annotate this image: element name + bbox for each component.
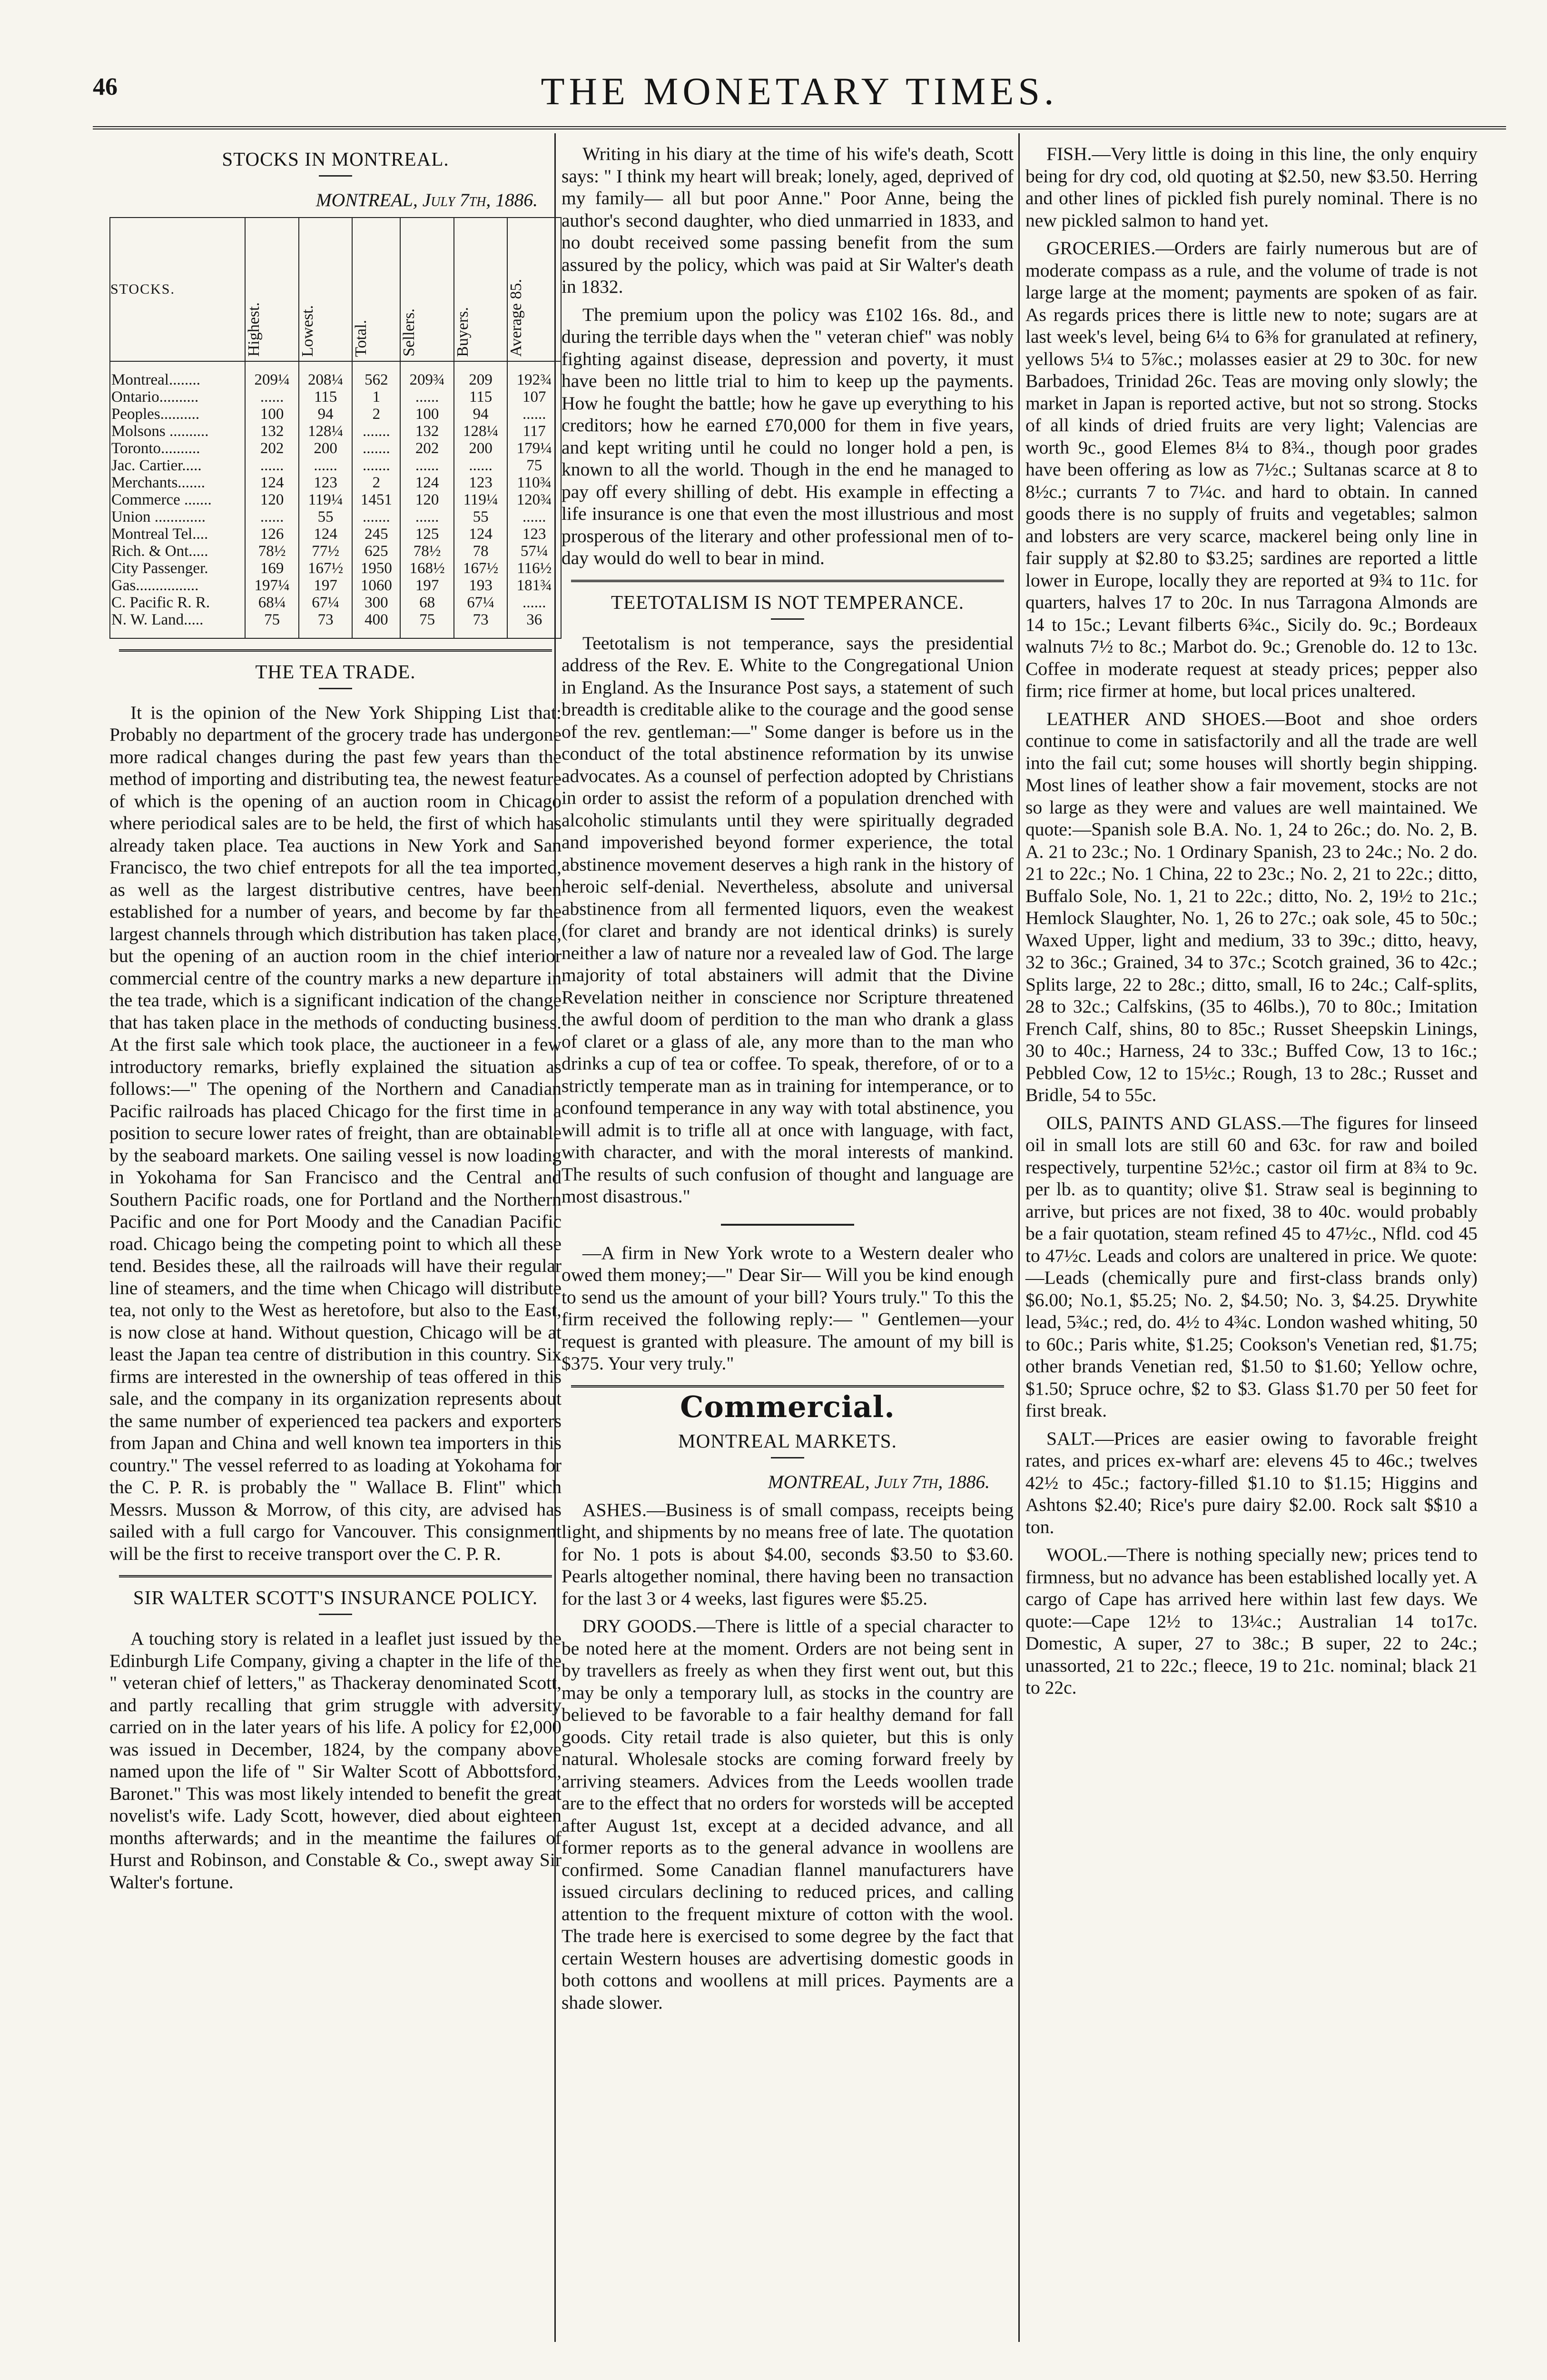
stock-value: ...... bbox=[400, 457, 454, 474]
stock-value: 75 bbox=[245, 611, 299, 638]
teetotalism-heading: TEETOTALISM IS NOT TEMPERANCE. bbox=[611, 591, 964, 613]
short-divider bbox=[721, 1224, 854, 1226]
stock-value: ...... bbox=[507, 406, 561, 423]
stock-row bbox=[110, 543, 561, 560]
stock-value: 625 bbox=[352, 543, 400, 560]
market-label: LEATHER AND SHOES. bbox=[1046, 708, 1266, 729]
stock-value: ...... bbox=[507, 508, 561, 526]
divider bbox=[319, 688, 352, 689]
stock-name: C. Pacific R. R. bbox=[110, 594, 245, 611]
column-2 bbox=[562, 143, 1014, 2019]
teetotalism-paragraph: Teetotalism is not temperance, says the presidential address of the Rev. E. White to the Congregational Union in England. As the Insurance Post says, a statement of such breadth is creditable alike to the courage and the good sense of the rev. gentleman:—" Some danger is before us in the conduct of the total abstinence reformation by its unwise advocates. As a counsel of perfection adopted by Christians in order to assist the reform of a population drenched with alcoholic stimulants until they were spiritually degraded and impoverished beyond former experience, the total abstinence movement deserves a high rank in the history of heroic self-denial. Nevertheless, absolute and universal abstinence from all fermented liquors, even the weakest (for claret and brandy are not identical drinks) is surely neither a law of nature nor a revealed law of God. The large majority of total abstainers will admit that the Divine Revelation neither in conscience nor Scripture threatened the awful doom of perdition to the man who drank a glass of claret or a glass of ale, any more than to the man who drinks a cup of tea or coffee. To speak, therefore, of or to a strictly temperate man as in training for intemperance, or to confound temperance in any way with total abstinence, you will admit is to trifle all at once with language, with fact, with character, and with the moral interests of mankind. The results of such confusion of thought and language are most disastrous." bbox=[562, 632, 1014, 1207]
stock-row bbox=[110, 491, 561, 508]
header-rule bbox=[93, 126, 1506, 129]
masthead bbox=[93, 69, 1506, 121]
stock-value: 208¼ bbox=[299, 361, 353, 388]
stock-value: 132 bbox=[245, 423, 299, 440]
stock-value: 200 bbox=[454, 440, 508, 457]
stock-value: 36 bbox=[507, 611, 561, 638]
stock-value: 107 bbox=[507, 388, 561, 406]
stock-value: 128¼ bbox=[454, 423, 508, 440]
divider bbox=[771, 618, 804, 620]
stock-value: 179¼ bbox=[507, 440, 561, 457]
stock-value: ....... bbox=[352, 440, 400, 457]
column-rule-2 bbox=[1018, 133, 1020, 2342]
stock-value: 202 bbox=[400, 440, 454, 457]
stock-value: 193 bbox=[454, 577, 508, 594]
stock-value: 167½ bbox=[299, 560, 353, 577]
stock-value: 123 bbox=[454, 474, 508, 491]
stock-name: Montreal Tel.... bbox=[110, 526, 245, 543]
stock-value: ...... bbox=[299, 457, 353, 474]
market-entry bbox=[1025, 1112, 1478, 1422]
market-label: DRY GOODS. bbox=[582, 1616, 697, 1636]
stock-row bbox=[110, 440, 561, 457]
column-header: Total. bbox=[352, 218, 400, 361]
stock-row bbox=[110, 594, 561, 611]
stock-row bbox=[110, 508, 561, 526]
stock-value: 1950 bbox=[352, 560, 400, 577]
stock-value: 94 bbox=[299, 406, 353, 423]
market-text: —The figures for linseed oil in small lots are still 60 and 63c. for raw and boiled respectively, turpentine 52½c.; castor oil firm at 8¾ to 9c. per lb. as to quantity; olive $1. Straw seal is beginning to arrive, but prices are not fixed, 38 to 40c. would probably be a fair quotation, steam refined 45 to 47½c., Nfld. cod 45 to 47½c. Leads and colors are unaltered in price. We quote:—Leads (chemically pure and first-class brands only) $6.00; No.1, $5.25; No. 2, $4.50; No. 3, $4.25. Drywhite lead, 5¾c.; red, do. 4½ to 4¾c. London washed whiting, 50 to 60c.; Paris white, $1.25; Cookson's Venetian red, $1.75; other brands Venetian red, $1.50 to $1.60; Yellow ochre, $1.50; Spruce ochre, $2 to $3. Glass $1.70 per 50 feet for first break. bbox=[1025, 1112, 1478, 1421]
stock-value: 67¼ bbox=[299, 594, 353, 611]
market-text: —There is nothing specially new; prices tend to firmness, but no advance has been established locally yet. A cargo of Cape has arrived here within last few days. We quote:—Cape 12½ to 13¼c.; Australian 14 to17c. Domestic, A super, 27 to 38c.; B super, 22 to 24c.; unassorted, 21 to 22c.; fleece, 19 to 21c. nominal; black 21 to 22c. bbox=[1025, 1544, 1478, 1698]
section-divider bbox=[119, 649, 552, 652]
section-divider bbox=[571, 1385, 1004, 1388]
stock-name: Gas................ bbox=[110, 577, 245, 594]
stock-value: 124 bbox=[400, 474, 454, 491]
stock-value: 1451 bbox=[352, 491, 400, 508]
market-text: —Prices are easier owing to favorable freight rates, and prices ex-wharf are: elevens 45 to 46c.; twelves 42½ to 45c.; factory-filled $1.10 to $1.15; Higgins and Ashtons $2.40; Rice's pure dairy $2.00. Rock salt $$10 a ton. bbox=[1025, 1428, 1478, 1537]
market-text: —Orders are fairly numerous but are of moderate compass as a rule, and the volume of trade is not large large at the moment; payments are spoken of as fair. As regards prices there is little new to note; sugars are at last week's level, being 6¼ to 6⅜ for granulated at refinery, yellows 5¼ to 5⅞c.; molasses easier at 29 to 30c. for new Barbadoes, Trinidad 26c. Teas are moving only slowly; the market in Japan is reported active, but not so strong. Stocks of all kinds of dried fruits are very light; Valencias are worth 9c., good Elemes 8¼ to 8¾., though poor grades have been offering as low as 7½c.; Sultanas scarce at 8 to 8½c.; currants 7 to 7¼c. and hard to obtain. In canned goods there is no supply of fruits and vegetables; salmon and lobsters are very scarce, mackerel being only line in fair supply at $2.80 to $3.25; sardines are reported a little lower in Europe, locally they are reported at 9¾ to 11c. for quarters, halves 17 to 20c. In nus Tarragona Almonds are 14 to 15c.; Levant filberts 6¾c., Sicily do. 9c.; Bordeaux walnuts 7½ to 8c.; Marbot do. 9c.; Grenoble do. 12 to 13c. Coffee in moderate request at steady prices; pepper also firm; rice firmer at home, but local prices unaltered. bbox=[1025, 238, 1478, 701]
stock-row bbox=[110, 526, 561, 543]
tea-paragraph: It is the opinion of the New York Shipping List that: Probably no department of the grocery trade has undergone more radical changes during the past few years than the method of importing and distributing tea, the newest feature of which is the opening of an auction room in Chicago where periodical sales are to be held, the first of which has already taken place. Tea auctions in New York and San Francisco, the two chief entrepots for all the tea imported, as well as the largest distributive centres, have been established for a number of years, and become by far the largest channels through which distribution has taken place, but the opening of an auction room in the chief interior commercial centre of the country marks a new departure in the tea trade, which is a significant indication of the change that has taken place in the methods of conducting business. At the first sale which took place, the auctioneer in a few introductory remarks, briefly explained the situation as follows:—" The opening of the Northern and Canadian Pacific railroads has placed Chicago for the first time in a position to secure lower rates of freight, than are obtainable by the seaboard markets. One sailing vessel is now loading in Yokohama for San Francisco and the Central and Southern Pacific roads, one for Portland and the Northern Pacific and one for Port Moody and the Canadian Pacific road. Chicago being the competing point to which all these tend. Besides these, all the railroads will have their regular line of steamers, and the time when Chicago will distribute tea, not only to the West as heretofore, but also to the East, is now close at hand. Without question, Chicago will be at least the Japan tea centre of distribution in this country. Six firms are interested in the ownership of teas offered in this sale, and the company in its organization represents about the same number of experienced tea packers and exporters from Japan and China and well known tea importers in this country." The vessel referred to as loading at Yokohama for the C. P. R. is probably the " Wallace B. Flint" which Messrs. Musson & Morrow, of this city, are advised has sailed with a full cargo for Vancouver. This consignment will be the first to receive transport over the C. P. R. bbox=[109, 702, 562, 1564]
stock-value: 94 bbox=[454, 406, 508, 423]
newspaper-title: THE MONETARY TIMES. bbox=[541, 69, 1058, 113]
stock-value: 120 bbox=[245, 491, 299, 508]
market-entry bbox=[562, 1615, 1014, 2013]
stocks-header-row bbox=[110, 218, 561, 361]
market-text: —Boot and shoe orders continue to come in satisfactorily and all the trade are well into the fail cut; some houses will shortly begin shipping. Most lines of leather show a fair movement, stocks are not so large as they were and values are well maintained. We quote:—Spanish sole B.A. No. 1, 24 to 26c.; do. No. 2, B. A. 21 to 23c.; No. 1 Ordinary Spanish, 23 to 24c.; No. 2 do. 21 to 22c.; No. 1 China, 22 to 23c.; No. 2, 21 to 22c.; ditto, Buffalo Sole, No. 1, 21 to 22c.; ditto, No. 2, 19½ to 21c.; Hemlock Slaughter, No. 1, 26 to 27c.; oak sole, 45 to 50c.; Waxed Upper, light and medium, 33 to 39c.; ditto, heavy, 32 to 36c.; Grained, 34 to 37c.; Scotch grained, 36 to 42c.; Splits large, 22 to 28c.; ditto, small, I6 to 24c.; Calf-splits, 28 to 32c.; Calfskins, (35 to 46lbs.), 70 to 80c.; Imitation French Calf, shins, 80 to 85c.; Russet Sheepskin Linings, 30 to 40c.; Harness, 24 to 33c.; Buffed Cow, 13 to 16c.; Pebbled Cow, 12 to 15½c.; Rough, 13 to 28c.; Russet and Bridle, 54 to 55c. bbox=[1025, 708, 1478, 1105]
market-text: —Very little is doing in this line, the only enquiry being for dry cod, old quoting at $2.50, new $3.50. Herring and other lines of pickled fish purely nominal. There is no new pickled salmon to hand yet. bbox=[1025, 143, 1478, 231]
anecdote-paragraph: —A firm in New York wrote to a Western dealer who owed them money;—" Dear Sir— Will you be kind enough to send us the amount of your bill? Yours truly." To this the firm received the following reply:— " Gentlemen—your request is granted with pleasure. The amount of my bill is $375. Your very truly." bbox=[562, 1242, 1014, 1374]
scott-paragraph: Writing in his diary at the time of his wife's death, Scott says: " I think my heart will break; lonely, aged, deprived of my family— all but poor Anne." Poor Anne, being the author's second daughter, who died unmarried in 1833, and no doubt received some passing benefit from the sum assured by the policy, which was paid at Sir Walter's death in 1832. bbox=[562, 143, 1014, 297]
stock-row bbox=[110, 423, 561, 440]
stock-value: 1 bbox=[352, 388, 400, 406]
stock-name: Rich. & Ont..... bbox=[110, 543, 245, 560]
divider bbox=[319, 175, 352, 177]
page-number: 46 bbox=[93, 73, 118, 100]
tea-heading: THE TEA TRADE. bbox=[255, 660, 416, 683]
stock-name: Union ............. bbox=[110, 508, 245, 526]
stock-value: 209¾ bbox=[400, 361, 454, 388]
stock-value: 124 bbox=[454, 526, 508, 543]
section-divider bbox=[119, 1575, 552, 1577]
market-label: ASHES. bbox=[582, 1499, 647, 1520]
market-text: —Business is of small compass, receipts being light, and shipments by no means free of late. The quotation for No. 1 pots is about $4.00, seconds $3.50 to $3.60. Pearls altogether nominal, there having been no transaction for the last 3 or 4 weeks, last figures were $5.25. bbox=[562, 1499, 1014, 1609]
stock-name: Molsons .......... bbox=[110, 423, 245, 440]
stock-value: ...... bbox=[400, 508, 454, 526]
market-entry bbox=[1025, 1544, 1478, 1699]
stock-value: 75 bbox=[400, 611, 454, 638]
stock-value: 125 bbox=[400, 526, 454, 543]
stock-value: 117 bbox=[507, 423, 561, 440]
stock-value: 209 bbox=[454, 361, 508, 388]
stock-value: 68¼ bbox=[245, 594, 299, 611]
stock-value: 2 bbox=[352, 474, 400, 491]
stock-value: ....... bbox=[352, 457, 400, 474]
stock-value: 110¾ bbox=[507, 474, 561, 491]
divider bbox=[771, 1457, 804, 1458]
stock-value: ....... bbox=[352, 508, 400, 526]
stock-value: ...... bbox=[507, 594, 561, 611]
stock-value: 120 bbox=[400, 491, 454, 508]
stock-row bbox=[110, 457, 561, 474]
column-header: Lowest. bbox=[299, 218, 353, 361]
market-entry bbox=[1025, 1428, 1478, 1538]
stock-value: ...... bbox=[454, 457, 508, 474]
stocks-dateline: MONTREAL, July 7th, 1886. bbox=[315, 189, 538, 210]
stock-value: 209¼ bbox=[245, 361, 299, 388]
stock-value: ...... bbox=[245, 457, 299, 474]
stock-name: Merchants....... bbox=[110, 474, 245, 491]
stock-value: 116½ bbox=[507, 560, 561, 577]
market-label: OILS, PAINTS AND GLASS. bbox=[1046, 1112, 1282, 1133]
stock-value: 124 bbox=[299, 526, 353, 543]
stock-value: 119¼ bbox=[454, 491, 508, 508]
stock-value: 78½ bbox=[400, 543, 454, 560]
stock-name: Peoples.......... bbox=[110, 406, 245, 423]
stock-value: 169 bbox=[245, 560, 299, 577]
market-label: SALT. bbox=[1046, 1428, 1095, 1449]
stock-row bbox=[110, 560, 561, 577]
stock-value: 181¾ bbox=[507, 577, 561, 594]
scott-paragraph: The premium upon the policy was £102 16s. 8d., and during the terrible days when the " veteran chief" was nobly fighting against disease, depression and poverty, it must have been no little trial to him to keep up the payments. How he fought the battle; how he gave up everything to his creditors; how he earned £70,000 for them in five years, and kept writing until he could no longer hold a pen, is known to all the world. Though in the end he managed to pay off every shilling of debt. His example in effecting a life insurance is one that even the most illustrious and most prosperous of the literary and other professional men of to-day would do well to bear in mind. bbox=[562, 304, 1014, 568]
stock-value: 55 bbox=[454, 508, 508, 526]
stock-value: 562 bbox=[352, 361, 400, 388]
stock-row bbox=[110, 388, 561, 406]
stock-row bbox=[110, 361, 561, 388]
stock-value: 78 bbox=[454, 543, 508, 560]
stock-value: 123 bbox=[299, 474, 353, 491]
market-label: GROCERIES. bbox=[1046, 238, 1156, 258]
commercial-banner: Commercial. bbox=[680, 1389, 895, 1424]
scott-heading: SIR WALTER SCOTT'S INSURANCE POLICY. bbox=[133, 1587, 538, 1608]
market-entry bbox=[562, 1499, 1014, 1610]
stock-value: ...... bbox=[245, 388, 299, 406]
stock-value: 128¼ bbox=[299, 423, 353, 440]
stock-value: 300 bbox=[352, 594, 400, 611]
stock-value: ....... bbox=[352, 423, 400, 440]
stock-row bbox=[110, 577, 561, 594]
market-entry bbox=[1025, 237, 1478, 702]
stocks-heading: STOCKS IN MONTREAL. bbox=[222, 148, 449, 170]
market-entry bbox=[1025, 143, 1478, 231]
column-header: Sellers. bbox=[400, 218, 454, 361]
column-header: Buyers. bbox=[454, 218, 508, 361]
stock-value: 197¼ bbox=[245, 577, 299, 594]
stock-value: 2 bbox=[352, 406, 400, 423]
stock-name: Commerce ....... bbox=[110, 491, 245, 508]
stock-value: 75 bbox=[507, 457, 561, 474]
stock-value: 126 bbox=[245, 526, 299, 543]
stock-row bbox=[110, 406, 561, 423]
stock-value: 67¼ bbox=[454, 594, 508, 611]
stock-value: 200 bbox=[299, 440, 353, 457]
stock-value: ...... bbox=[400, 388, 454, 406]
stock-value: 73 bbox=[454, 611, 508, 638]
market-entry bbox=[1025, 708, 1478, 1106]
divider bbox=[319, 1614, 352, 1615]
section-divider bbox=[571, 580, 1004, 582]
stock-value: 73 bbox=[299, 611, 353, 638]
stock-row bbox=[110, 474, 561, 491]
column-header: Highest. bbox=[245, 218, 299, 361]
column-3 bbox=[1025, 143, 1478, 1705]
stock-value: 202 bbox=[245, 440, 299, 457]
stock-name: Toronto.......... bbox=[110, 440, 245, 457]
stock-value: 115 bbox=[454, 388, 508, 406]
stock-value: 168½ bbox=[400, 560, 454, 577]
market-label: FISH. bbox=[1046, 143, 1092, 164]
stock-value: 132 bbox=[400, 423, 454, 440]
stock-name: City Passenger. bbox=[110, 560, 245, 577]
stock-name: Jac. Cartier..... bbox=[110, 457, 245, 474]
stock-value: 57¼ bbox=[507, 543, 561, 560]
stock-value: 119¼ bbox=[299, 491, 353, 508]
stock-name: Ontario.......... bbox=[110, 388, 245, 406]
stock-value: 78½ bbox=[245, 543, 299, 560]
stock-value: 100 bbox=[245, 406, 299, 423]
stock-value: 115 bbox=[299, 388, 353, 406]
stock-name: N. W. Land..... bbox=[110, 611, 245, 638]
stock-name: Montreal........ bbox=[110, 361, 245, 388]
stock-value: 1060 bbox=[352, 577, 400, 594]
market-text: —There is little of a special character to be noted here at the moment. Orders are not being sent in by travellers as freely as when they first went out, but this may be only a temporary lull, as stocks in the country are believed to be favorable to a fair healthy demand for fall goods. City retail trade is also quieter, but this is only natural. Wholesale stocks are coming forward freely by arriving steamers. Advices from the Leeds woollen trade are to the effect that no orders for worsteds will be accepted after August 1st, except at a decided advance, and all former reports as to the general advance in woollens are confirmed. Some Canadian flannel manufacturers have issued circulars declining to reduced prices, and calling attention to the frequent mixture of cotton with the wool. The trade here is exercised to some degree by the fact that certain Western houses are advertising domestic goods in both cottons and woollens at mill prices. Payments are a shade slower. bbox=[562, 1616, 1014, 2013]
markets-dateline: MONTREAL, July 7th, 1886. bbox=[768, 1471, 990, 1492]
stock-value: 77½ bbox=[299, 543, 353, 560]
stock-value: 100 bbox=[400, 406, 454, 423]
stock-value: 123 bbox=[507, 526, 561, 543]
column-1 bbox=[109, 143, 562, 1899]
stock-value: 197 bbox=[400, 577, 454, 594]
column-header: Average 85. bbox=[507, 218, 561, 361]
scott-paragraph: A touching story is related in a leaflet just issued by the Edinburgh Life Company, giving a chapter in the life of the " veteran chief of letters," as Thackeray denominated Scott, and partly recalling that grim struggle with adversity carried on in the later years of his life. A policy for £2,000 was issued in December, 1824, by the company above named upon the life of " Sir Walter Scott of Abbottsford, Baronet." This was most likely intended to benefit the great novelist's wife. Lady Scott, however, died about eighteen months afterwards; and in the meantime the failures of Hurst and Robinson, and Constable & Co., swept away Sir Walter's fortune. bbox=[109, 1628, 562, 1893]
stock-value: ...... bbox=[245, 508, 299, 526]
stock-value: 68 bbox=[400, 594, 454, 611]
stock-value: 124 bbox=[245, 474, 299, 491]
market-label: WOOL. bbox=[1046, 1544, 1108, 1565]
stock-value: 167½ bbox=[454, 560, 508, 577]
stock-value: 192¾ bbox=[507, 361, 561, 388]
column-header: STOCKS. bbox=[110, 218, 245, 361]
stocks-table bbox=[109, 217, 562, 639]
stock-value: 400 bbox=[352, 611, 400, 638]
stock-value: 120¾ bbox=[507, 491, 561, 508]
stock-value: 55 bbox=[299, 508, 353, 526]
stock-value: 197 bbox=[299, 577, 353, 594]
stock-row bbox=[110, 611, 561, 638]
stock-value: 245 bbox=[352, 526, 400, 543]
markets-heading: MONTREAL MARKETS. bbox=[678, 1430, 897, 1452]
